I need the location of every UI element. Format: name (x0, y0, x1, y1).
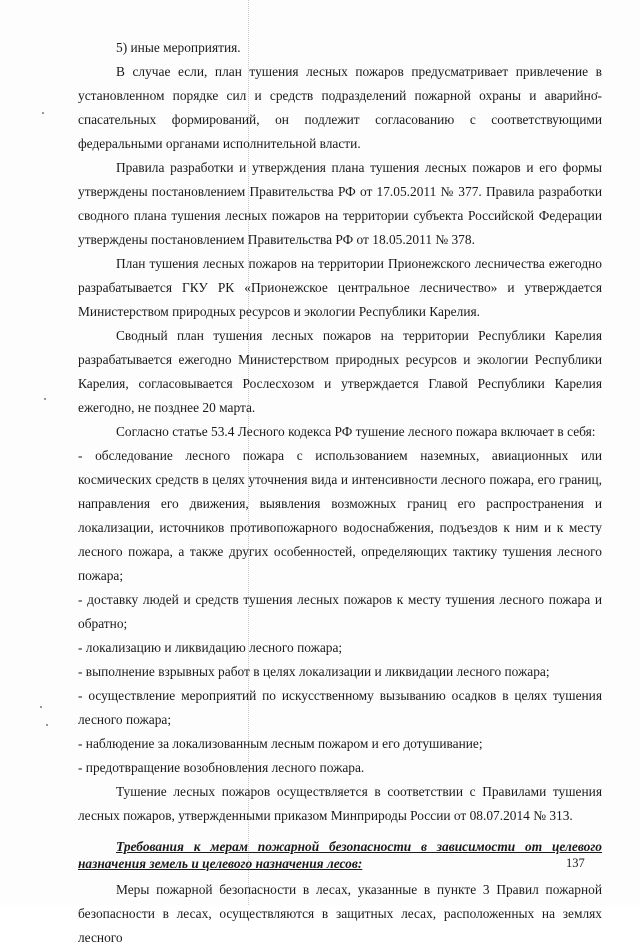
list-item: - предотвращение возобновления лесного пожара. (78, 760, 365, 775)
section-heading: Требования к мерам пожарной безопасности в зависимости от целевого назначения земель и целевого назначения лесов: (78, 839, 602, 871)
paragraph-article-53-4: Согласно статье 53.4 Лесного кодекса РФ тушение лесного пожара включает в себя: (116, 424, 596, 439)
paragraph-item-5: 5) иные мероприятия. (116, 40, 241, 55)
paragraph-karelia-plan: Сводный план тушения лесных пожаров на территории Республики Карелия разрабатывается ежегодно Министерством природных ресурсов и экологии Республики Карелия, согласовывается Рослесхозом и утверждается Главой Республики Карелия ежегодно, не позднее 20 марта. (78, 328, 602, 415)
paragraph-emergency-forces: В случае если, план тушения лесных пожаров предусматривает привлечение в установленном порядке сил и средств подразделений пожарной охраны и аварийно-спасательных формирований, он подлежит согласованию с соответствующими федеральными органами исполнительной власти. (78, 64, 602, 151)
paragraph-fire-safety-measures: Меры пожарной безопасности в лесах, указанные в пункте 3 Правил пожарной безопасности в лесах, осуществляются в защитных лесах, расположенных на землях лесного (78, 882, 602, 945)
document-body (78, 36, 602, 950)
list-item: - локализацию и ликвидацию лесного пожара; (78, 640, 343, 655)
page-number: 137 (566, 856, 585, 870)
scan-speck (40, 706, 42, 708)
list-item: - осуществление мероприятий по искусственному вызыванию осадков в целях тушения лесного пожара; (78, 688, 602, 727)
paragraph-prionezhsky-plan: План тушения лесных пожаров на территории Прионежского лесничества ежегодно разрабатывается ГКУ РК «Прионежское центральное лесничество» и утверждается Министерством природных ресурсов и экологии Республики Карелия. (78, 256, 602, 319)
paragraph-rules-approval: Правила разработки и утверждения плана тушения лесных пожаров и его формы утверждены постановлением Правительства РФ от 17.05.2011 № 377. Правила разработки сводного плана тушения лесных пожаров на территории субъекта Российской Федерации утверждены постановлением Правительства РФ от 18.05.2011 № 378. (78, 160, 602, 247)
list-item: - обследование лесного пожара с использованием наземных, авиационных или космических средств в целях уточнения вида и интенсивности лесного пожара, его границ, направления его движения, выявления возможных границ его распространения и локализации, источников противопожарного водоснабжения, подъездов к ним и к месту лесного пожара, а также других особенностей, определяющих тактику тушения лесного пожара; (78, 448, 602, 583)
scan-speck (42, 112, 44, 114)
list-item: - доставку людей и средств тушения лесных пожаров к месту тушения лесного пожара и обратно; (78, 592, 602, 631)
paragraph-extinguishing-rules: Тушение лесных пожаров осуществляется в соответствии с Правилами тушения лесных пожаров, утвержденными приказом Минприроды России от 08.07.2014 № 313. (78, 784, 602, 823)
scan-speck (44, 398, 46, 400)
list-item: - выполнение взрывных работ в целях локализации и ликвидации лесного пожара; (78, 664, 550, 679)
list-item: - наблюдение за локализованным лесным пожаром и его дотушивание; (78, 736, 483, 751)
scan-speck (46, 724, 48, 726)
